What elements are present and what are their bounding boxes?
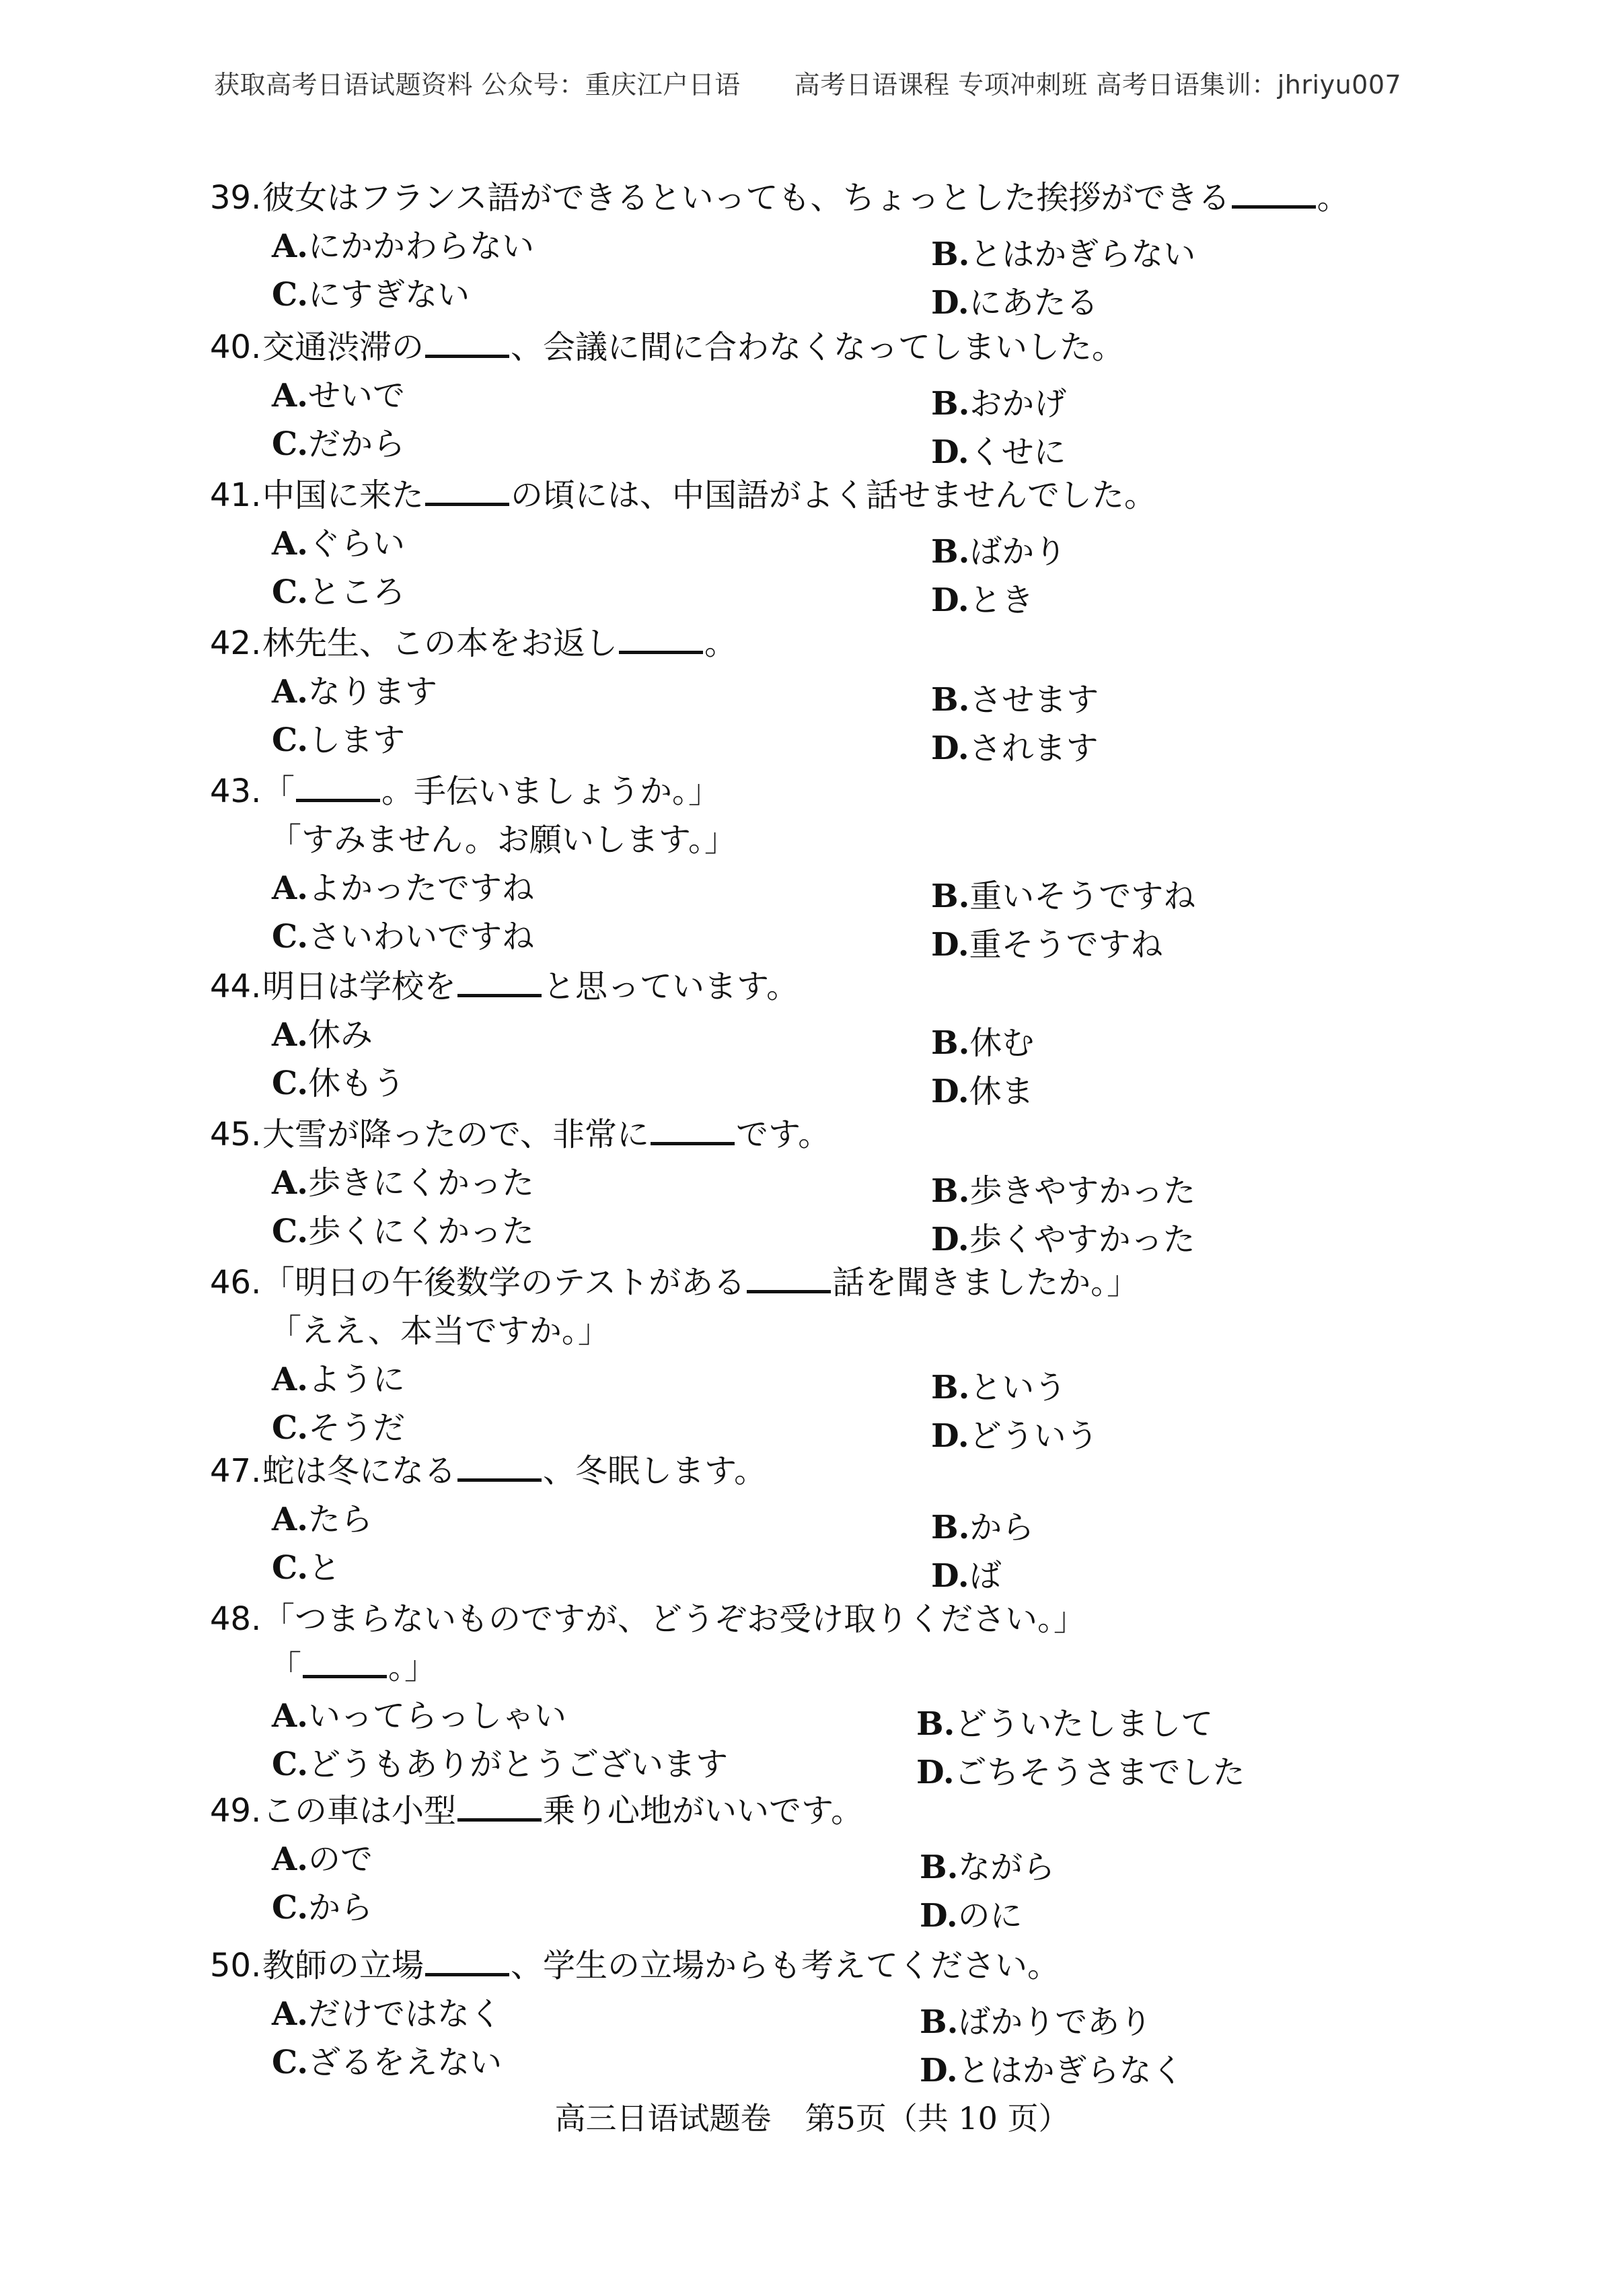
stem-text: 明日は学校を [262,968,457,1005]
question-number: 46. [210,1264,262,1301]
stem-text: です。 [736,1116,831,1153]
question-number: 41. [210,476,262,514]
question-stem [210,174,1555,222]
stem-text: 中国に来た [262,476,425,514]
option-c: C.そうだ [272,1409,406,1447]
question-stem [210,1595,1555,1643]
options [210,1990,1555,2087]
options [210,222,1555,322]
option-d: D.くせに [931,433,1066,471]
options [210,864,1555,964]
option-a: A.ぐらい [272,525,405,563]
question-stem [210,1110,1555,1159]
stem-text: 。 [704,624,737,662]
stem-text: 「 [262,773,295,810]
option-d: D.とはかぎらなく [920,2052,1184,2089]
options [210,1159,1555,1256]
answer-blank [457,974,542,997]
answer-blank [303,1655,387,1678]
option-a: A.だけではなく [272,1995,502,2033]
option-d: D.重そうですね [931,926,1163,964]
options [210,1495,1555,1595]
header-right-text: 高考日语课程 专项冲刺班 高考日语集训：jhriyu007 [794,70,1402,100]
option-b: B.おかげ [931,385,1067,423]
option-d: D.ごちそうさまでした [916,1754,1245,1791]
question-44 [210,962,1555,1108]
stem-text: の頃には、中国語がよく話せませんでした。 [511,476,1157,514]
option-d: D.のに [920,1897,1023,1935]
question-number: 39. [210,179,262,217]
stem-text: 大雪が降ったので、非常に [262,1116,650,1153]
answer-blank [425,482,509,506]
answer-blank [296,779,380,802]
option-b: B.休む [931,1024,1035,1062]
question-number: 48. [210,1600,262,1638]
option-b: B.とはかぎらない [931,236,1196,273]
option-d: D.どういう [931,1417,1099,1455]
stem-text: 彼女はフランス語ができるといっても、ちょっとした挨拶ができる [262,179,1230,217]
stem-text: 「つまらないものですが、どうぞお受け取りください。」 [262,1600,1086,1638]
option-b: B.ばかりであり [920,2003,1152,2041]
options [210,668,1555,767]
stem-text: 、会議に間に合わなくなってしまいした。 [511,328,1125,366]
question-stem [210,962,1555,1011]
option-b: B.させます [931,681,1099,719]
option-b: B.ばかり [931,533,1067,571]
question-39 [210,174,1555,322]
footer-title: 高三日语试题卷 [554,2100,772,2137]
options [210,1692,1555,1789]
question-stem [210,1941,1555,1990]
page-number: 第5页（共 10 页） [805,2100,1070,2137]
options [210,1355,1555,1455]
question-stem [210,1787,1555,1835]
option-d: D.休ま [931,1073,1034,1110]
stem-text: 。 [1317,179,1350,217]
option-a: A.いってらっしゃい [272,1697,566,1735]
stem-text: 交通渋滞の [262,328,425,366]
stem-text: 話を聞きましたか。」 [832,1264,1140,1301]
question-number: 47. [210,1452,262,1490]
option-c: C.ところ [272,573,406,611]
header-left-text: 获取高考日语试题资料 公众号：重庆江户日语 [214,70,741,100]
option-c: C.どうもありがとうございます [272,1746,729,1783]
question-41 [210,471,1555,619]
option-b: B.どういたしまして [916,1705,1214,1743]
question-stem [210,323,1555,371]
option-b: B.という [931,1369,1067,1406]
answer-blank [747,1270,831,1293]
question-stem [210,1258,1555,1307]
dialog-reply: 「 。」 [269,1649,437,1686]
option-c: C.歩くにくかった [272,1213,535,1250]
question-number: 42. [210,624,262,662]
answer-blank [619,631,703,654]
option-d: D.にあたる [931,284,1099,322]
question-45 [210,1110,1555,1256]
option-d: D.とき [931,581,1034,619]
stem-text: 、学生の立場からも考えてください。 [511,1947,1060,1984]
answer-blank [457,1458,542,1482]
option-a: A.せいで [272,377,405,415]
question-number: 50. [210,1947,262,1984]
option-d: D.ば [931,1557,1002,1595]
question-stem [210,767,1555,816]
option-a: A.歩きにくかった [272,1164,534,1202]
question-number: 45. [210,1116,262,1153]
question-number: 49. [210,1792,262,1830]
dialog-reply: 「ええ、本当ですか。」 [269,1312,610,1350]
option-c: C.にすぎない [272,276,470,314]
option-c: C.だから [272,425,406,463]
question-40 [210,323,1555,471]
question-43 [210,767,1555,964]
stem-text: 林先生、この本をお返し [262,624,618,662]
question-stem [210,471,1555,519]
options [210,1835,1555,1935]
options [210,519,1555,619]
page-header [214,64,1624,101]
stem-text: 、冬眠します。 [543,1452,767,1490]
option-a: A.にかかわらない [272,227,534,265]
option-a: A.ので [272,1840,373,1878]
options [210,1011,1555,1108]
stem-text: と思っています。 [543,968,799,1005]
option-a: A.よかったですね [272,869,534,907]
option-a: A.なります [272,673,437,711]
stem-text: 教師の立場 [262,1947,425,1984]
stem-text: 乗り心地がいいです。 [543,1792,864,1830]
answer-blank [425,334,509,358]
question-46 [210,1258,1555,1455]
question-50 [210,1941,1555,2087]
answer-blank [1232,185,1316,209]
page-footer [0,2094,1624,2139]
answer-blank [457,1798,542,1822]
question-42 [210,619,1555,767]
question-47 [210,1447,1555,1595]
option-d: D.歩くやすかった [931,1221,1195,1258]
stem-text: 蛇は冬になる [262,1452,457,1490]
answer-blank [425,1953,509,1976]
question-number: 44. [210,968,262,1005]
dialog-reply: 「すみません。お願いします。」 [269,821,737,859]
option-d: D.されます [931,729,1099,767]
option-c: C.します [272,721,406,759]
stem-text: この車は小型 [262,1792,457,1830]
stem-text: 。手伝いましょうか。」 [381,773,721,810]
question-49 [210,1787,1555,1935]
option-c: C.休もう [272,1065,406,1102]
question-number: 40. [210,328,262,366]
option-b: B.歩きやすかった [931,1172,1196,1210]
question-number: 43. [210,773,262,810]
option-b: B.から [931,1509,1035,1546]
options [210,371,1555,471]
option-a: A.休み [272,1016,373,1054]
option-b: B.重いそうですね [931,877,1196,915]
stem-text: 「明日の午後数学のテストがある [262,1264,746,1301]
option-c: C.ざるをえない [272,2044,503,2081]
question-48 [210,1595,1555,1789]
answer-blank [651,1122,735,1145]
question-stem [210,619,1555,668]
option-c: C.から [272,1889,373,1927]
question-stem [210,1447,1555,1495]
option-c: C.さいわいですね [272,918,535,956]
option-a: A.ように [272,1361,405,1398]
option-b: B.ながら [920,1849,1056,1886]
option-c: C.と [272,1549,341,1587]
option-a: A.たら [272,1501,373,1538]
